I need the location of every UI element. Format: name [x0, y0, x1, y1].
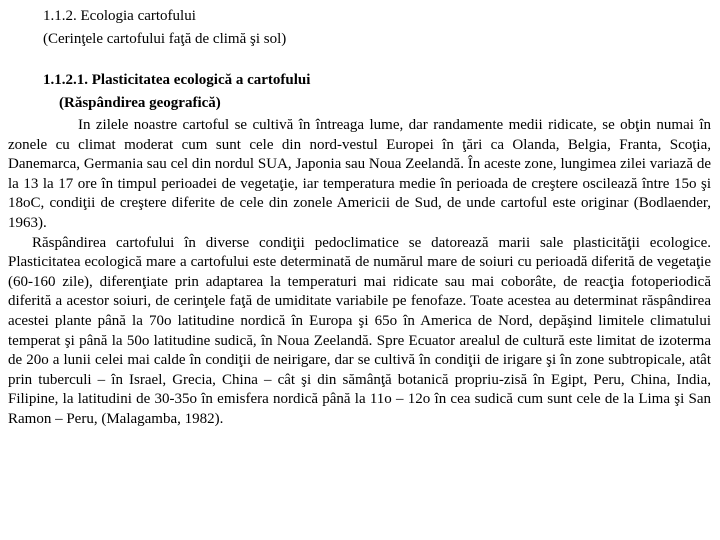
body-text: [8, 116, 711, 430]
paragraph: Răspândirea cartofului în diverse condiţii pedoclimatice se datorează marii sale plasticităţii ecologice. Plasticitatea ecologică mare a cartofului este determinată de numărul mare de soiuri cu perioadă diferită de vegetaţie (60-160 zile), diferenţiate prin adaptarea la temperaturi mai ridicate sau mai coborâte, de reacţia fotoperiodică diferită a acestor soiuri, de cerinţele faţă de umiditate variabile pe fenofaze. Toate acestea au determinat răspândirea acestei plante până la 70o latitudine nordică în Europa şi 65o în America de Nord, depăşind limitele climatului temperat şi până la 50o latitudine sudică, în Noua Zeelandă. Spre Ecuator arealul de cultură este limitat de izoterma de 20o a lunii celei mai calde în condiţii de neirigare, dar se cultivă în condiţii de irigare şi în zone subtropicale, atât prin tuberculi – în Israel, Grecia, China – cât şi din sămânţă botanică propriu-zisă în Egipt, Peru, China, India, Filipine, la latitudini de 30-35o în emisfera nordică până la 11o – 12o în cea sudică cum sunt cele de la Lima şi San Ramon – Peru, (Malagamba, 1982).: [8, 234, 711, 427]
paragraph: In zilele noastre cartoful se cultivă în întreaga lume, dar randamente medii ridicate, se obţin numai în zonele cu climat moderat cum sunt cele din nord-vestul Europei în ţări ca Olanda, Belgia, Franta, Scoţia, Danemarca, Germania sau cel din nordul SUA, Japonia sau Noua Zeelandă. În aceste zone, lungimea zilei variază de la 13 la 17 ore în timpul perioadei de vegetaţie, iar temperatura medie în perioada de creştere oscilează între 15o şi 18oC, condiţii de creştere diferite de cele din zonele Americii de Sud, de unde cartoful este originar (Bodlaender, 1963).: [8, 117, 711, 231]
subsection-subtitle: (Răspândirea geografică): [59, 95, 221, 111]
section-title: 1.1.2. Ecologia cartofului: [43, 8, 196, 24]
subsection-title: 1.1.2.1. Plasticitatea ecologică a cartofului: [43, 72, 311, 88]
section-subtitle: (Cerinţele cartofului faţă de climă şi sol): [43, 31, 287, 47]
